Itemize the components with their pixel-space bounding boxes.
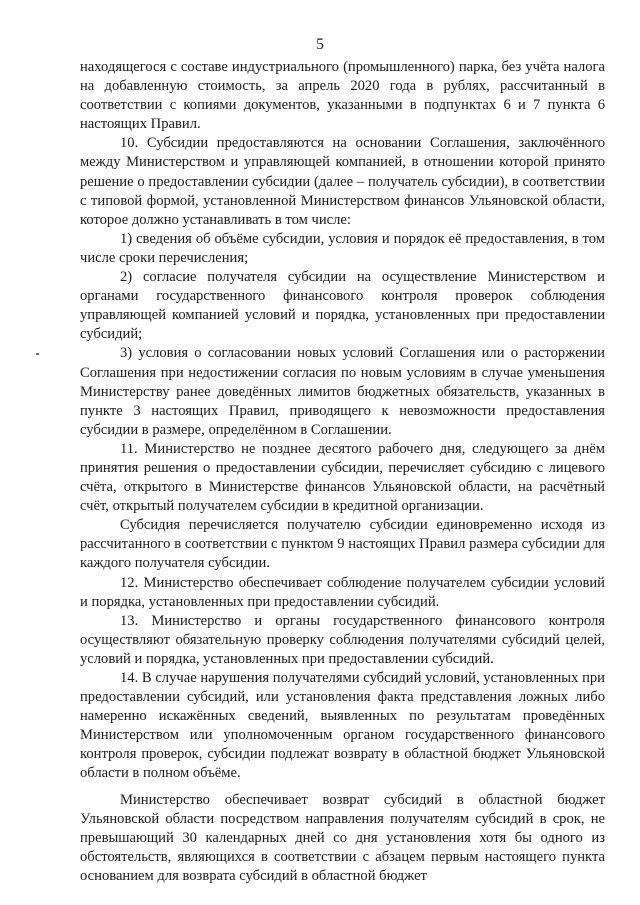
paragraph-item-14: 14. В случае нарушения получателями субсидий условий, установленных при предоставлении субсидий, или установления факта представления ложных либо намеренно искажённых сведений, выявленных по результатам проведённых Министерством или уполномоченным органом государственного финансового контроля проверок, субсидии подлежат возврату в областной бюджет Ульяновской области в полном объёме. xyxy=(80,670,605,782)
paragraph-subitem-3: 3) условия о согласовании новых условий Соглашения или о расторжении Соглашения при недостижении согласия по новым условиям в случае уменьшения Министерству ранее доведённых лимитов бюджетных обязательств, указанных в пункте 3 настоящих Правил, приводящего к невозможности предоставления субсидии в размере, определённом в Соглашении. xyxy=(80,345,605,438)
paragraph-subitem-1: 1) сведения об объёме субсидии, условия и порядок её предоставления, в том числе сроки перечисления; xyxy=(80,230,605,266)
paragraph-subitem-2: 2) согласие получателя субсидии на осуществление Министерством и органами государственного финансового контроля проверок соблюдения управляющей компанией условий и порядка, установленных при предоставлении субсидий; xyxy=(80,269,605,343)
margin-mark xyxy=(36,353,39,355)
paragraph-item-13: 13. Министерство и органы государственного финансового контроля осуществляют обязательную проверку соблюдения получателями субсидий целей, условий и порядка, установленных при предоставлении субсидий. xyxy=(80,612,605,667)
paragraph-item-11: 11. Министерство не позднее десятого рабочего дня, следующего за днём принятия решения о предоставлении субсидии, перечисляет субсидию с лицевого счёта, открытого в Министерстве финансов Ульяновской области, на расчётный счёт, открытый получателем субсидии в кредитной организации. xyxy=(80,440,605,515)
paragraph-item-10: 10. Субсидии предоставляются на основании Соглашения, заключённого между Министерством и управляющей компанией, в отношении которой принято решение о предоставлении субсидии (далее – получатель субсидии), в соответствии с типовой формой, установленной Министерством финансов Ульяновской области, которое должно устанавливать в том числе: xyxy=(80,135,605,228)
document-body xyxy=(80,58,605,886)
paragraph-item-11-transfer: Субсидия перечисляется получателю субсидии единовременно исходя из рассчитанного в соответствии с пунктом 9 настоящих Правил размера субсидии для каждого получателя субсидии. xyxy=(80,517,605,572)
paragraph-item-12: 12. Министерство обеспечивает соблюдение получателем субсидии условий и порядка, установленных при предоставлении субсидий. xyxy=(80,574,605,610)
paragraph-continuation: находящегося с составе индустриального (промышленного) парка, без учёта налога на добавленную стоимость, за апрель 2020 года в рублях, рассчитанный в соответствии с копиями документов, указанными в подпунктах 6 и 7 пункта 6 настоящих Правил. xyxy=(80,59,605,133)
paragraph-item-14-return: Министерство обеспечивает возврат субсидий в областной бюджет Ульяновской области посредством направления получателям субсидий в срок, не превышающий 30 календарных дней со дня установления хотя бы одного из обстоятельств, являющихся в соответствии с абзацем первым настоящего пункта основанием для возврата субсидий в областной бюджет xyxy=(80,791,605,884)
page-number: 5 xyxy=(316,36,324,53)
